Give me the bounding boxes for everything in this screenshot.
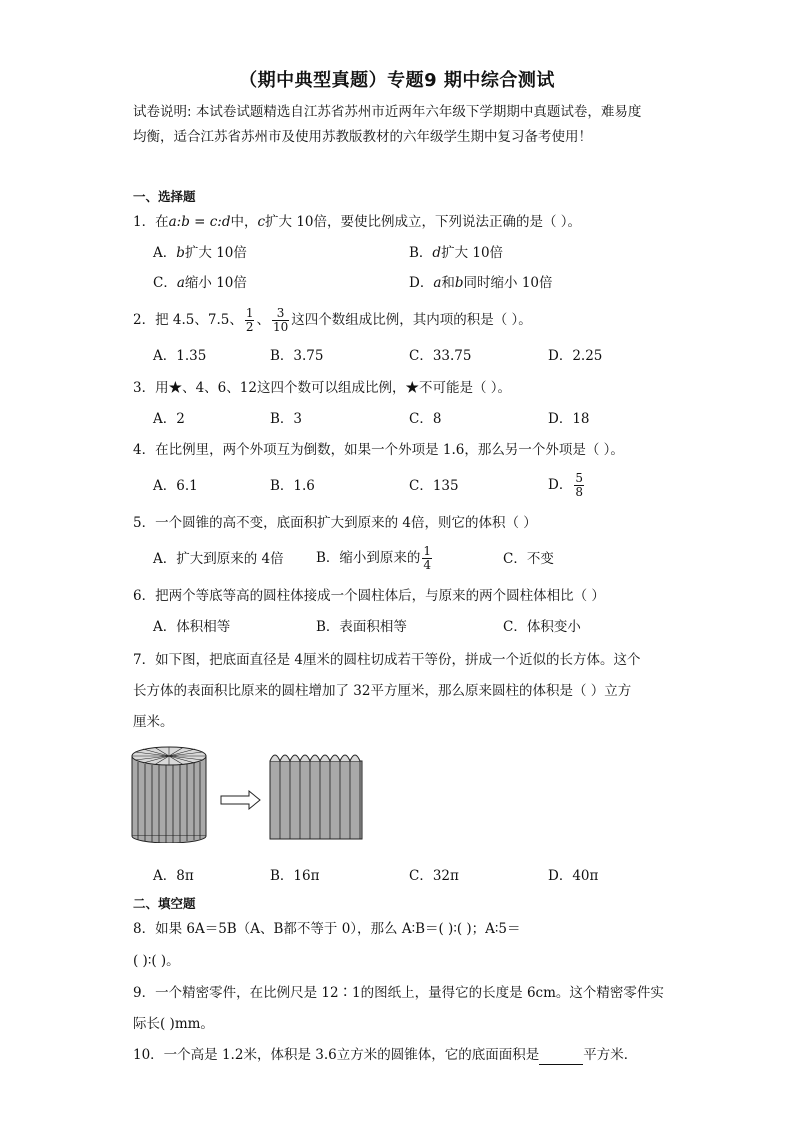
q4-option-d[interactable] bbox=[548, 468, 586, 502]
option-label: B． bbox=[409, 245, 433, 261]
q3-option-d[interactable]: D．18 bbox=[548, 411, 590, 427]
page-title: （期中典型真题）专题9 期中综合测试 bbox=[239, 70, 555, 91]
q4-option-a[interactable]: A．6.1 bbox=[153, 478, 198, 494]
question-6: 6．把两个等底等高的圆柱体接成一个圆柱体后，与原来的两个圆柱体相比（ ） bbox=[133, 588, 605, 604]
answer-blank[interactable] bbox=[539, 1050, 583, 1065]
option-text: 扩大 10倍 bbox=[184, 245, 247, 261]
question-3: 3．用★、4、6、12这四个数可以组成比例，★不可能是（ ）。 bbox=[133, 380, 511, 396]
section-heading-choice: 一、选择题 bbox=[133, 189, 196, 204]
q5-option-a[interactable]: A．扩大到原来的 4倍 bbox=[153, 551, 284, 567]
q4-option-c[interactable]: C．135 bbox=[409, 478, 459, 494]
option-text: 扩大 10倍 bbox=[441, 245, 504, 261]
instructions-line-1: 试卷说明: 本试卷试题精选自江苏省苏州市近两年六年级下学期期中真题试卷，难易度 bbox=[133, 104, 642, 120]
option-label: D． bbox=[409, 275, 434, 291]
q6-option-a[interactable]: A．体积相等 bbox=[153, 619, 231, 635]
q1-mid: 中， bbox=[230, 214, 258, 230]
q1-option-a[interactable] bbox=[153, 243, 247, 263]
q10-unit: 平方米． bbox=[583, 1047, 638, 1063]
q10-text: 10．一个高是 1.2米，体积是 3.6立方米的圆锥体，它的底面面积是 bbox=[133, 1047, 540, 1063]
question-2 bbox=[133, 307, 673, 334]
q2-option-c[interactable]: C．33.75 bbox=[409, 348, 472, 364]
option-var: a bbox=[176, 275, 185, 291]
question-5: 5．一个圆锥的高不变，底面积扩大到原来的 4倍，则它的体积（ ） bbox=[133, 515, 537, 531]
q1-var: c bbox=[257, 214, 266, 230]
q7-option-a[interactable]: A．8π bbox=[153, 868, 194, 884]
q1-option-b[interactable] bbox=[409, 243, 503, 263]
question-7-line-1: 7．如下图，把底面直径是 4厘米的圆柱切成若干等份，拼成一个近似的长方体。这个 bbox=[133, 652, 641, 668]
option-text: 同时缩小 10倍 bbox=[463, 275, 553, 291]
option-text: B．缩小到原来的 bbox=[316, 550, 421, 566]
q2-prefix: 2．把 4.5、7.5、 bbox=[133, 312, 243, 328]
q1-prefix: 1．在 bbox=[133, 214, 169, 230]
fraction-five-eighths: $\frac{5}{8}$ bbox=[575, 471, 583, 499]
fraction-one-quarter: $\frac{1}{4}$ bbox=[423, 544, 432, 572]
fraction-one-half: $\frac{1}{2}$ bbox=[245, 306, 254, 334]
instructions-line-2: 均衡，适合江苏省苏州市及使用苏教版教材的六年级学生期中复习备考使用！ bbox=[133, 129, 592, 145]
q1-option-d[interactable] bbox=[409, 273, 553, 293]
question-8-line-2: ( )∶( )。 bbox=[133, 953, 180, 969]
q1-option-c[interactable] bbox=[153, 273, 247, 293]
q3-option-c[interactable]: C．8 bbox=[409, 411, 442, 427]
q2-option-b[interactable]: B．3.75 bbox=[270, 348, 324, 364]
q5-option-c[interactable]: C．不变 bbox=[503, 551, 554, 567]
q7-option-c[interactable]: C．32π bbox=[409, 868, 459, 884]
option-var: b bbox=[454, 275, 464, 291]
q7-option-b[interactable]: B．16π bbox=[270, 868, 320, 884]
question-10 bbox=[133, 1045, 673, 1065]
q2-option-d[interactable]: D．2.25 bbox=[548, 348, 603, 364]
option-var: a bbox=[433, 275, 442, 291]
cylinder-to-cuboid-figure bbox=[128, 743, 378, 843]
option-label: D． bbox=[548, 477, 573, 493]
question-4: 4．在比例里，两个外项互为倒数，如果一个外项是 1.6，那么另一个外项是（ ）。 bbox=[133, 442, 624, 458]
q1-rest: 扩大 10倍，要使比例成立，下列说法正确的是（ ）。 bbox=[265, 214, 582, 230]
q1-proportion-expr: a:b = c:d bbox=[168, 214, 231, 230]
q6-option-c[interactable]: C．体积变小 bbox=[503, 619, 581, 635]
fraction-three-tenths: $\frac{3}{10}$ bbox=[272, 306, 289, 334]
question-8-line-1: 8．如果 6A＝5B（A、B都不等于 0），那么 A∶B＝( )∶( )；A∶5＝ bbox=[133, 921, 521, 937]
cuboid-shape bbox=[270, 755, 362, 839]
option-var: d bbox=[432, 245, 442, 261]
arrow-right-icon bbox=[221, 791, 260, 809]
question-9-line-2: 际长( )mm。 bbox=[133, 1016, 214, 1032]
option-var: b bbox=[176, 245, 185, 261]
q2-rest: 这四个数组成比例，其内项的积是（ ）。 bbox=[291, 312, 532, 328]
q3-option-b[interactable]: B．3 bbox=[270, 411, 303, 427]
question-9-line-1: 9．一个精密零件，在比例尺是 12∶1的图纸上，量得它的长度是 6cm。这个精密零件实 bbox=[133, 985, 664, 1001]
option-label: C． bbox=[153, 275, 177, 291]
exam-instructions bbox=[133, 100, 673, 150]
q7-option-d[interactable]: D．40π bbox=[548, 868, 599, 884]
option-text: 缩小 10倍 bbox=[184, 275, 247, 291]
cylinder-shape bbox=[132, 747, 206, 843]
q3-option-a[interactable]: A．2 bbox=[153, 411, 185, 427]
q2-option-a[interactable]: A．1.35 bbox=[153, 348, 207, 364]
question-1 bbox=[133, 212, 673, 232]
option-label: A． bbox=[153, 245, 177, 261]
q5-option-b[interactable] bbox=[316, 541, 434, 575]
question-7-line-3: 厘米。 bbox=[133, 714, 174, 730]
question-7-line-2: 长方体的表面积比原来的圆柱增加了 32平方厘米，那么原来圆柱的体积是（ ）立方 bbox=[133, 683, 632, 699]
q2-separator: 、 bbox=[256, 312, 270, 328]
option-text: 和 bbox=[441, 275, 455, 291]
q6-option-b[interactable]: B．表面积相等 bbox=[316, 619, 407, 635]
q4-option-b[interactable]: B．1.6 bbox=[270, 478, 315, 494]
section-heading-fill-blank: 二、填空题 bbox=[133, 896, 196, 911]
